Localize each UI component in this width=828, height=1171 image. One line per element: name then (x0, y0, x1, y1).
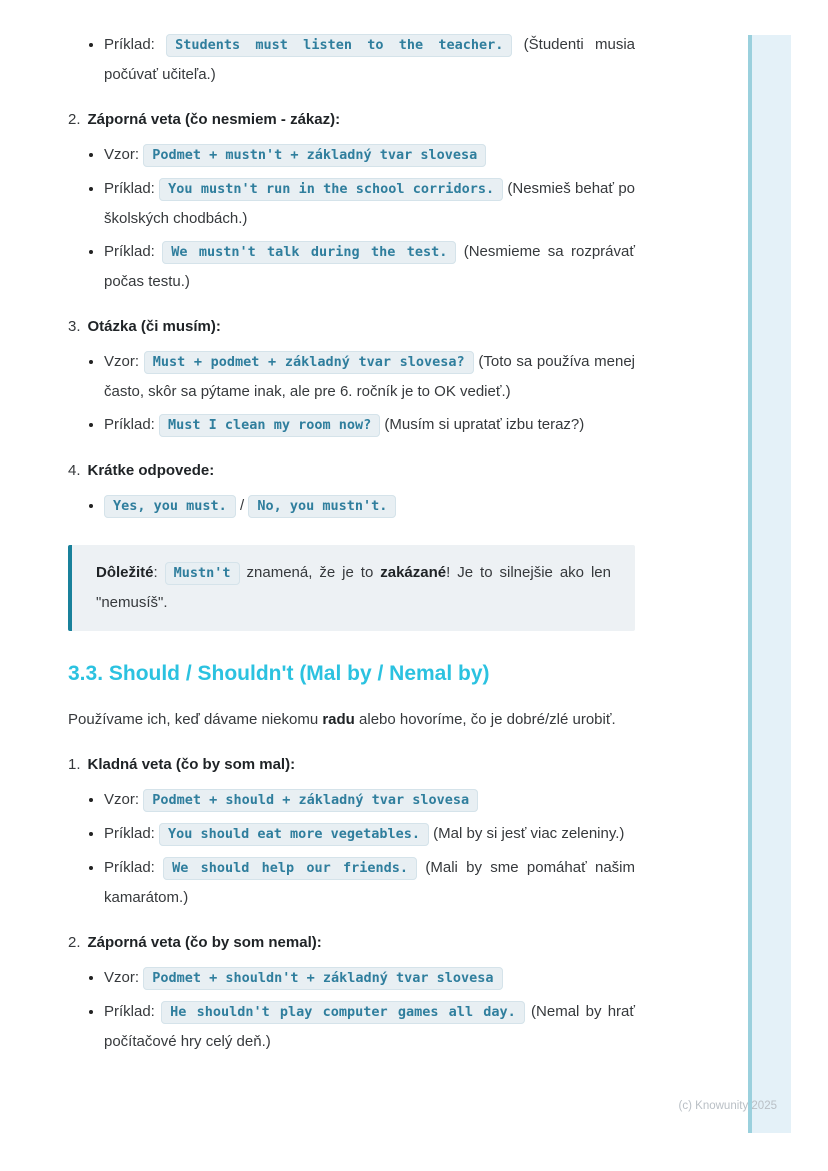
translation-text: (Toto sa používa menej často, skôr sa pýtame inak, ale pre 6. ročník je to OK vedieť.) (104, 353, 635, 400)
translation-text: (Mal by si jesť viac zeleniny.) (433, 825, 625, 842)
item-title: Otázka (či musím): (87, 318, 221, 335)
code-chip: We mustn't talk during the test. (162, 241, 456, 264)
callout-colon: : (153, 564, 165, 581)
list-item (104, 410, 635, 440)
list-item (104, 853, 635, 912)
item-number: 3. (68, 318, 81, 335)
code-chip: Must + podmet + základný tvar slovesa? (144, 351, 474, 374)
code-chip: He shouldn't play computer games all day. (161, 1001, 525, 1024)
example-list-question-must (68, 347, 635, 440)
pattern-label: Vzor: (104, 146, 140, 163)
translation-text: (Nesmieme sa rozprávať počas testu.) (104, 243, 635, 290)
code-chip: Podmet + shouldn't + základný tvar slovesa (143, 967, 502, 990)
list-item (104, 30, 635, 89)
translation-text: (Musím si upratať izbu teraz?) (384, 416, 585, 433)
list-item (104, 347, 635, 406)
translation-text: (Mali by sme pomáhať našim kamarátom.) (104, 859, 636, 906)
code-chip: Mustn't (165, 562, 240, 585)
code-chip: Podmet + mustn't + základný tvar slovesa (143, 144, 486, 167)
item-number: 2. (68, 934, 81, 951)
example-label: Príklad: (104, 243, 155, 260)
example-label: Príklad: (104, 825, 155, 842)
numbered-item-positive-should (68, 750, 635, 779)
callout-body-text: znamená, že je to (246, 564, 381, 581)
example-label: Príklad: (104, 180, 155, 197)
item-title: Kladná veta (čo by som mal): (87, 756, 296, 773)
code-chip: You mustn't run in the school corridors. (159, 178, 503, 201)
code-chip: Yes, you must. (104, 495, 236, 518)
section-intro-paragraph (68, 705, 635, 734)
translation-text: (Študenti musia počúvať učiteľa.) (104, 36, 635, 83)
list-item (104, 491, 635, 521)
important-callout (68, 545, 635, 631)
list-item (104, 785, 635, 815)
example-label: Príklad: (104, 36, 155, 53)
list-item (104, 237, 635, 296)
pattern-label: Vzor: (104, 969, 140, 986)
copyright-footer: (c) Knowunity 2025 (678, 1100, 777, 1112)
item-title: Záporná veta (čo nesmiem - zákaz): (87, 111, 341, 128)
example-label: Príklad: (104, 859, 155, 876)
list-item (104, 819, 635, 849)
item-number: 4. (68, 462, 81, 479)
example-list-negative-should (68, 963, 635, 1056)
example-list-short-answers (68, 491, 635, 521)
intro-bold-word: radu (322, 711, 355, 728)
item-title: Záporná veta (čo by som nemal): (87, 934, 322, 951)
numbered-item-negative-should (68, 928, 635, 957)
example-label: Príklad: (104, 1003, 155, 1020)
code-chip: Students must listen to the teacher. (166, 34, 512, 57)
numbered-item-question-must (68, 312, 635, 341)
pattern-label: Vzor: (104, 353, 140, 370)
numbered-item-negative-must (68, 105, 635, 134)
callout-body-text: ! Je to silnejšie ako len "nemusíš". (96, 564, 611, 611)
section-heading: 3.3. Should / Shouldn't (Mal by / Nemal by) (68, 662, 490, 685)
translation-text: (Nesmieš behať po školských chodbách.) (104, 180, 636, 227)
code-chip: No, you mustn't. (248, 495, 396, 518)
list-item (104, 997, 635, 1056)
example-label: Príklad: (104, 416, 155, 433)
intro-text: alebo hovoríme, čo je dobré/zlé urobiť. (354, 711, 616, 728)
code-chip: Must I clean my room now? (159, 414, 380, 437)
code-chip: Podmet + should + základný tvar slovesa (143, 789, 478, 812)
example-list-negative-must (68, 140, 635, 296)
item-title: Krátke odpovede: (87, 462, 215, 479)
numbered-item-short-answers (68, 456, 635, 485)
callout-bold-word: zakázané (380, 564, 447, 581)
list-item (104, 963, 635, 993)
example-list-must-intro (68, 30, 635, 89)
callout-label: Dôležité (96, 564, 154, 581)
translation-text: (Nemal by hrať počítačové hry celý deň.) (104, 1003, 635, 1050)
list-item (104, 140, 635, 170)
intro-text: Používame ich, keď dávame niekomu (68, 711, 323, 728)
separator-text: / (239, 497, 245, 514)
item-number: 1. (68, 756, 81, 773)
example-list-positive-should (68, 785, 635, 912)
pattern-label: Vzor: (104, 791, 140, 808)
list-item (104, 174, 635, 233)
item-number: 2. (68, 111, 81, 128)
callout-text (96, 558, 611, 618)
code-chip: We should help our friends. (163, 857, 417, 880)
code-chip: You should eat more vegetables. (159, 823, 429, 846)
